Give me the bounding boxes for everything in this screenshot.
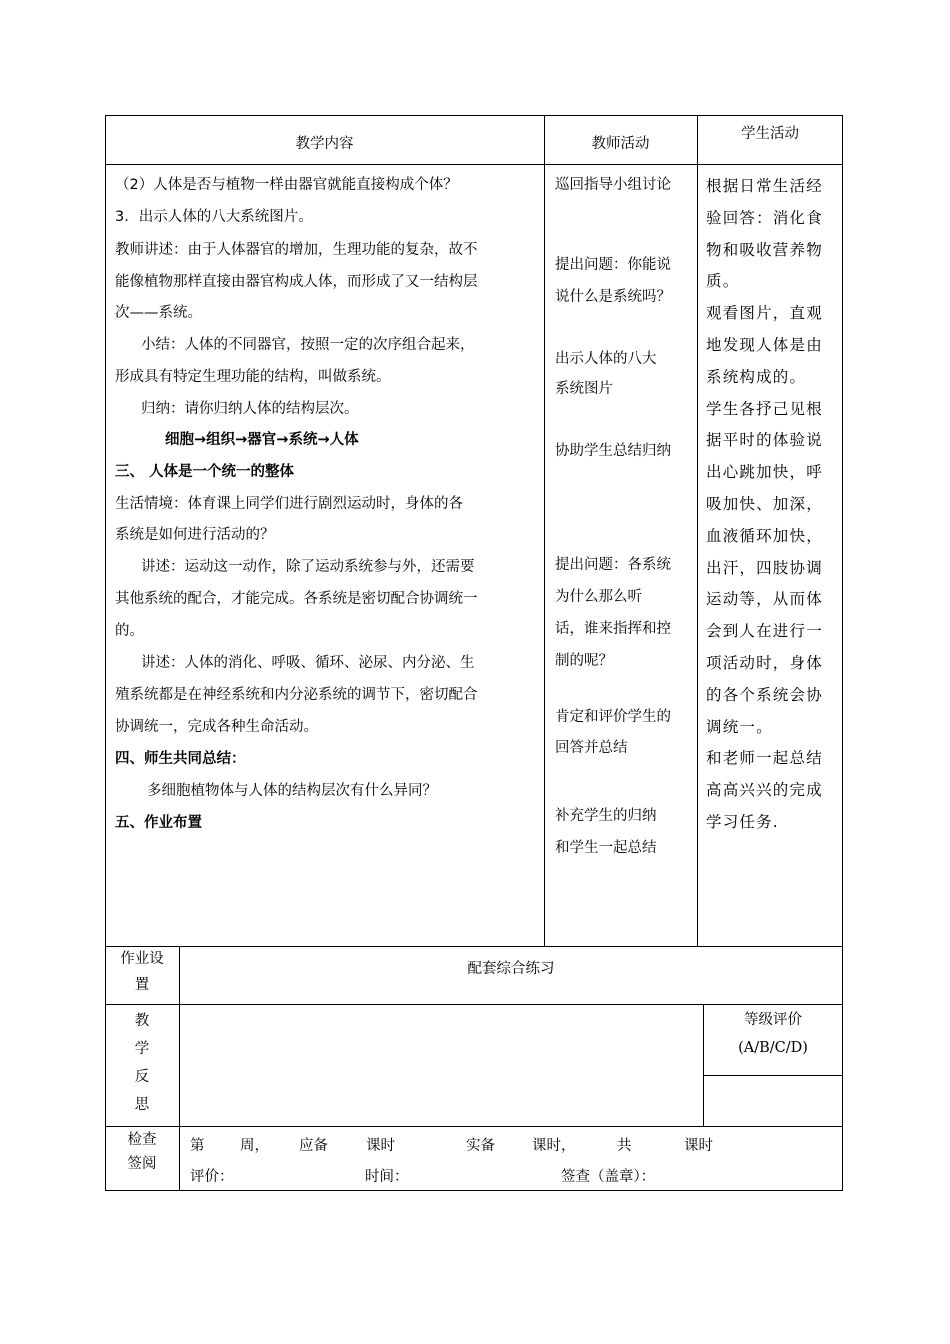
- divider: [105, 1004, 843, 1005]
- divider: [105, 946, 843, 947]
- check-label-line1: 检查: [127, 1132, 157, 1148]
- content-line: 其他系统的配合，才能完成。各系统是密切配合协调统一: [115, 591, 478, 607]
- teacher-activity-line: 和学生一起总结: [555, 840, 657, 856]
- student-activity-line: 验回答：消化食: [706, 208, 823, 227]
- student-activity-line: 吸加快、加深，: [706, 495, 823, 513]
- content-line: 细胞→组织→器官→系统→人体: [165, 432, 359, 448]
- student-activity-line: 观看图片，直观: [706, 304, 823, 323]
- check-signature: 签查（盖章）：: [561, 1169, 656, 1185]
- homework-label-line1: 作业设: [120, 951, 164, 967]
- student-activity-line: 项活动时，身体: [706, 654, 823, 672]
- content-line: 生活情境：体育课上同学们进行剧烈运动时，身体的各: [115, 496, 463, 512]
- student-activity-line: 学习任务.: [706, 813, 779, 831]
- student-activity-line: 运动等，从而体: [706, 590, 823, 609]
- check-total: 共: [617, 1138, 632, 1154]
- teacher-activity-line: 补充学生的归纳: [555, 808, 657, 824]
- reflection-label-char: 思: [134, 1097, 150, 1113]
- content-line: 能像植物那样直接由器官构成人体，而形成了又一结构层: [115, 274, 478, 290]
- teacher-activity-line: 话，谁来指挥和控: [555, 621, 671, 637]
- teacher-activity-line: 协助学生总结归纳: [555, 443, 671, 459]
- check-evaluation: 评价：: [190, 1169, 234, 1185]
- check-week-suffix: 周，: [240, 1138, 269, 1154]
- teacher-activity-line: 肯定和评价学生的: [555, 709, 671, 725]
- teacher-activity-line: 提出问题：各系统: [555, 557, 671, 573]
- check-time: 时间：: [365, 1169, 409, 1185]
- student-activity-line: 根据日常生活经: [706, 177, 823, 195]
- reflection-label-char: 反: [134, 1069, 150, 1085]
- check-planned-unit: 课时: [366, 1138, 395, 1154]
- content-line: 四、师生共同总结：: [115, 751, 246, 767]
- divider: [105, 164, 843, 165]
- teacher-activity-line: 说什么是系统吗？: [555, 289, 671, 305]
- student-activity-line: 的各个系统会协: [706, 685, 823, 704]
- divider: [544, 115, 545, 946]
- homework-label-line2: 置: [134, 977, 150, 993]
- student-activity-line: 出心跳加快，呼: [706, 463, 823, 482]
- content-line: 归纳：请你归纳人体的结构层次。: [141, 401, 359, 417]
- reflection-label-char: 教: [134, 1013, 150, 1029]
- student-activity-line: 会到人在进行一: [706, 622, 823, 641]
- student-activity-line: 地发现人体是由: [706, 336, 823, 354]
- reflection-label: [105, 1007, 179, 1119]
- check-actual-unit: 课时，: [532, 1138, 576, 1154]
- grade-options: (A/B/C/D): [738, 1040, 808, 1056]
- content-line: 教师讲述：由于人体器官的增加，生理功能的复杂，故不: [115, 242, 478, 258]
- teacher-activity-line: 为什么那么听: [555, 589, 642, 605]
- content-line: 系统是如何进行活动的？: [115, 527, 275, 543]
- student-activity-line: 调统一。: [706, 717, 773, 736]
- header-student: 学生活动: [741, 126, 799, 142]
- divider: [697, 115, 698, 946]
- homework-value: 配套综合练习: [467, 961, 555, 977]
- teacher-activity-line: 回答并总结: [555, 740, 628, 756]
- teacher-activity-line: 制的呢？: [555, 653, 613, 669]
- check-actual: 实备: [466, 1138, 495, 1154]
- content-line: 殖系统都是在神经系统和内分泌系统的调节下，密切配合: [115, 687, 478, 703]
- content-line: 3．出示人体的八大系统图片。: [115, 209, 313, 225]
- student-activity-line: 血液循环加快，: [706, 526, 823, 545]
- content-line: 形成具有特定生理功能的结构，叫做系统。: [115, 369, 391, 385]
- divider: [105, 1126, 843, 1127]
- content-line: 协调统一，完成各种生命活动。: [115, 719, 318, 735]
- content-line: 五、作业布置: [115, 815, 202, 831]
- teacher-activity-line: 系统图片: [555, 381, 613, 397]
- content-line: 的。: [115, 623, 144, 639]
- check-week-prefix: 第: [190, 1138, 205, 1154]
- student-activity-line: 出汗，四肢协调: [706, 558, 823, 577]
- content-line: 讲述：人体的消化、呼吸、循环、泌尿、内分泌、生: [141, 655, 475, 671]
- grade-label: 等级评价: [744, 1012, 802, 1028]
- student-activity-line: 高高兴兴的完成: [706, 781, 823, 800]
- content-line: 次——系统。: [115, 305, 202, 321]
- student-activity-line: 学生各抒己见根: [706, 399, 823, 418]
- content-line: 讲述：运动这一动作，除了运动系统参与外，还需要: [141, 559, 475, 575]
- content-line: 多细胞植物体与人体的结构层次有什么异同？: [147, 783, 437, 799]
- reflection-label-char: 学: [134, 1041, 150, 1057]
- check-total-unit: 课时: [684, 1138, 713, 1154]
- content-line: 三、 人体是一个统一的整体: [115, 464, 295, 480]
- homework-label: [105, 946, 179, 998]
- student-activity-line: 和老师一起总结: [706, 749, 823, 768]
- student-activity-line: 据平时的体验说: [706, 431, 823, 450]
- check-planned: 应备: [299, 1138, 328, 1154]
- teacher-activity-line: 巡回指导小组讨论: [555, 177, 671, 193]
- teacher-activity-line: 出示人体的八大: [555, 351, 657, 367]
- divider: [179, 946, 180, 1191]
- student-activity-line: 质。: [706, 272, 740, 291]
- content-line: （2）人体是否与植物一样由器官就能直接构成个体？: [115, 177, 458, 193]
- check-label-line2: 签阅: [127, 1156, 157, 1172]
- check-label: [105, 1128, 179, 1176]
- content-line: 小结：人体的不同器官，按照一定的次序组合起来，: [141, 337, 475, 353]
- student-activity-line: 系统构成的。: [706, 367, 807, 386]
- header-teacher: 教师活动: [591, 136, 650, 152]
- teacher-activity-line: 提出问题：你能说: [555, 257, 671, 273]
- student-activity-line: 物和吸收营养物: [706, 240, 823, 259]
- divider: [703, 1075, 843, 1076]
- header-content: 教学内容: [295, 136, 354, 152]
